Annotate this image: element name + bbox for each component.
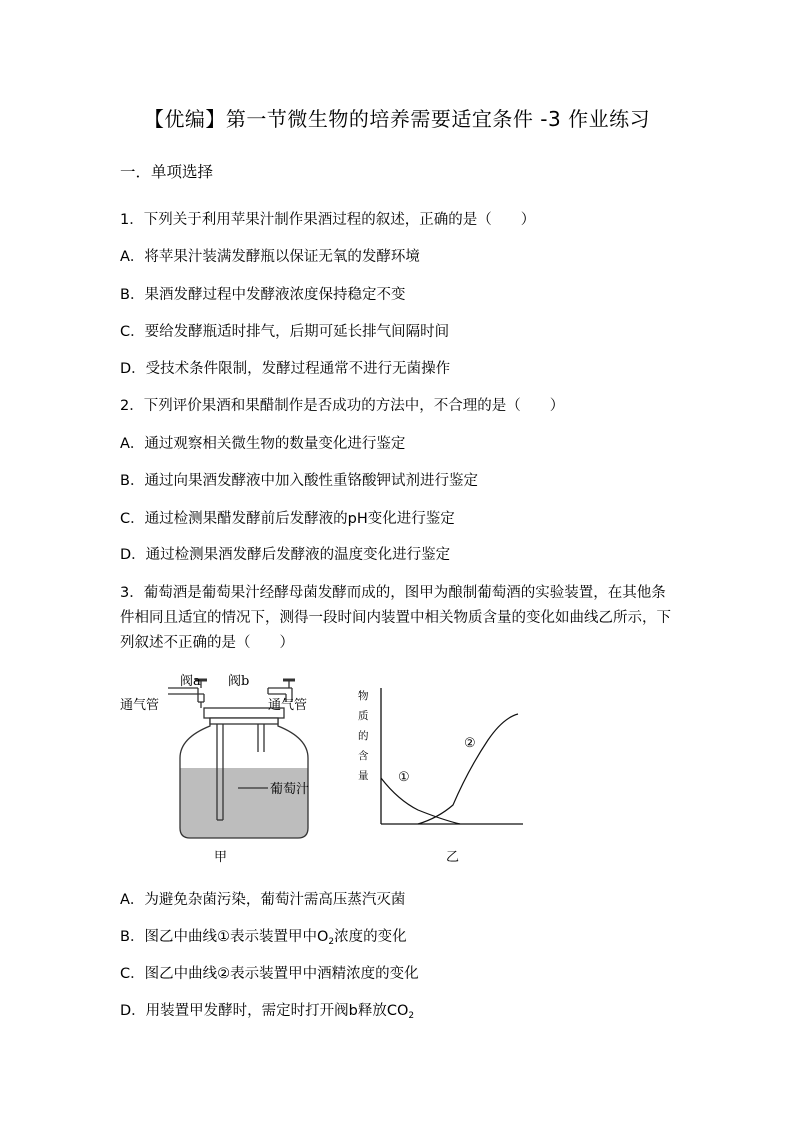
q3-option-b-text-end: 浓度的变化 [334, 929, 407, 945]
valve-a-label: 阀a [180, 674, 201, 689]
q3-option-b-text: B．图乙中曲线①表示装置甲中O [120, 929, 329, 945]
q1-option-c[interactable]: C．要给发酵瓶适时排气，后期可延长排气间隔时间 [120, 324, 450, 340]
page-title: 【优编】第一节微生物的培养需要适宜条件 -3 作业练习 [143, 107, 651, 131]
q2-option-a[interactable]: A．通过观察相关微生物的数量变化进行鉴定 [120, 436, 406, 452]
q3-option-b-subscript: 2 [328, 937, 335, 947]
q3-stem-line3: 列叙述不正确的是（ ） [120, 635, 294, 651]
y-axis-label-char: 的 [358, 730, 369, 742]
q3-stem-line1: 3．葡萄酒是葡萄果汁经酵母菌发酵而成的，图甲为酿制葡萄酒的实验装置，在其他条 [120, 585, 666, 601]
curve-2-label: ② [464, 736, 476, 751]
figure-drawing [118, 660, 538, 870]
y-axis-label-char: 量 [358, 770, 369, 782]
curve-1 [381, 778, 460, 824]
q3-option-c[interactable]: C．图乙中曲线②表示装置甲中酒精浓度的变化 [120, 966, 419, 982]
q2-option-b[interactable]: B．通过向果酒发酵液中加入酸性重铬酸钾试剂进行鉴定 [120, 473, 478, 489]
vent-left-label: 通气管 [120, 698, 160, 713]
q1-option-d[interactable]: D．受技术条件限制，发酵过程通常不进行无菌操作 [120, 361, 451, 377]
q2-option-c[interactable]: C．通过检测果醋发酵前后发酵液的pH变化进行鉴定 [120, 511, 455, 527]
y-axis-label-char: 含 [358, 750, 369, 762]
y-axis-label-char: 物 [358, 690, 369, 702]
figure-yi-label: 乙 [446, 850, 460, 865]
q1-stem: 1．下列关于利用苹果汁制作果酒过程的叙述，正确的是（ ） [120, 212, 536, 228]
q3-figure [118, 660, 538, 870]
vent-right-label: 通气管 [268, 698, 308, 713]
q2-option-d[interactable]: D．通过检测果酒发酵后发酵液的温度变化进行鉴定 [120, 547, 451, 563]
q3-option-d[interactable] [120, 999, 414, 1021]
curve-2 [418, 714, 518, 824]
valve-b-label: 阀b [228, 674, 250, 689]
q2-stem: 2．下列评价果酒和果醋制作是否成功的方法中，不合理的是（ ） [120, 398, 565, 414]
graph-axes [381, 688, 523, 824]
juice-label: 葡萄汁 [270, 782, 310, 797]
q1-option-a[interactable]: A．将苹果汁装满发酵瓶以保证无氧的发酵环境 [120, 249, 420, 265]
q1-option-b[interactable]: B．果酒发酵过程中发酵液浓度保持稳定不变 [120, 287, 406, 303]
curve-1-label: ① [398, 770, 410, 785]
section-heading: 一．单项选择 [120, 163, 214, 181]
q3-option-d-subscript: 2 [408, 1011, 415, 1021]
figure-jia-label: 甲 [214, 850, 228, 865]
q3-stem-line2: 件相同且适宜的情况下，测得一段时间内装置中相关物质含量的变化如曲线乙所示，下 [120, 610, 671, 626]
q3-option-a[interactable]: A．为避免杂菌污染，葡萄汁需高压蒸汽灭菌 [120, 892, 406, 908]
y-axis-label-char: 质 [358, 710, 369, 722]
q3-option-d-text: D．用装置甲发酵时，需定时打开阀b释放CO [120, 1003, 409, 1019]
q3-option-b[interactable] [120, 925, 407, 947]
